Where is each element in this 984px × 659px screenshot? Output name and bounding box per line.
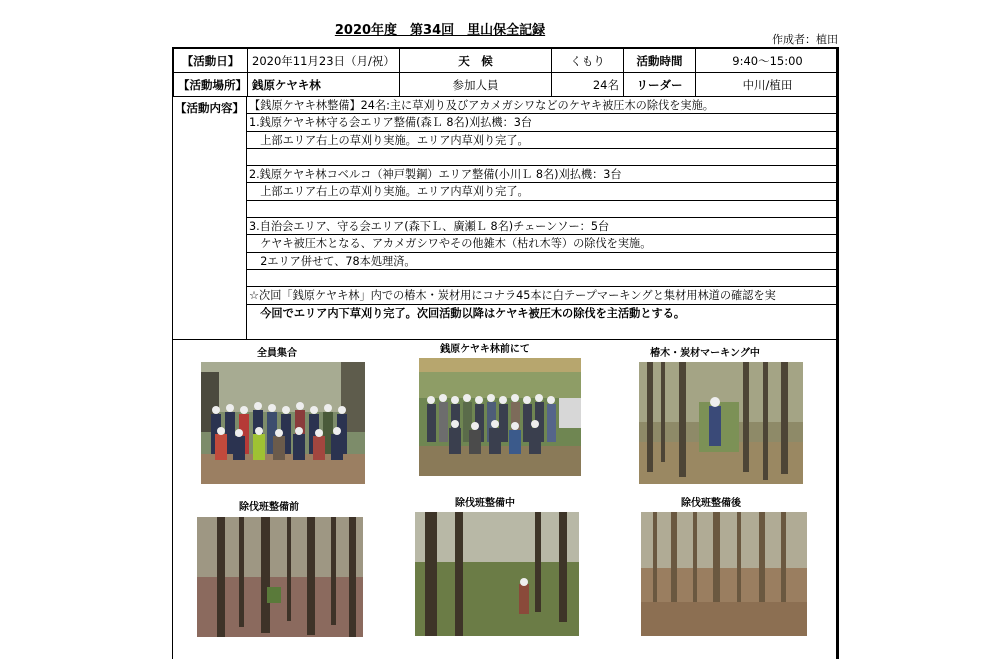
content-line: 今回でエリア内下草刈り完了。次回活動以降はケヤキ被圧木の除伐を主活動とする。 (249, 306, 686, 320)
photo-caption: 除伐班整備後 (681, 498, 741, 509)
weather-value: くもり (552, 49, 624, 73)
activity-place: 銭原ケヤキ林 (248, 73, 400, 97)
content-line: ケヤキ被圧木となる、アカメガシワやその他雑木（枯れ木等）の除伐を実施。 (247, 235, 836, 252)
header-row-2 (174, 73, 840, 97)
photo-caption: 全員集合 (257, 348, 297, 359)
activity-time: 9:40〜15:00 (696, 49, 840, 73)
header-table (173, 48, 839, 97)
header-row-1 (174, 49, 840, 73)
content-line (247, 149, 836, 166)
forest-photo-icon (197, 517, 363, 637)
record-sheet (172, 47, 839, 659)
label-activity-content: 【活動内容】 (173, 97, 247, 339)
content-line: 3.自治会エリア、守る会エリア(森下Ｌ、廣瀬Ｌ 8名)チェーンソー：5台 (247, 218, 836, 235)
content-line: 上部エリア右上の草刈り実施。エリア内草刈り完了。 (247, 183, 836, 200)
label-activity-place: 【活動場所】 (174, 73, 248, 97)
content-line (247, 270, 836, 287)
leader-names: 中川/植田 (696, 73, 840, 97)
content-line (247, 201, 836, 218)
page-title: 2020年度 第34回 里山保全記録 (334, 23, 546, 38)
label-participants: 参加人員 (400, 73, 552, 97)
photo-caption: 除伐班整備前 (239, 502, 299, 513)
activity-lines (247, 97, 836, 322)
group-photo-icon (201, 362, 365, 484)
label-activity-date: 【活動日】 (174, 49, 248, 73)
photo-caption: 除伐班整備中 (455, 498, 515, 509)
content-line: 上部エリア右上の草刈り実施。エリア内草刈り完了。 (247, 132, 836, 149)
content-line: 2エリア併せて、78本処理済。 (247, 253, 836, 270)
author-label: 作成者：植田 (772, 33, 838, 46)
forest-photo-icon (415, 512, 579, 636)
photo-caption: 銭原ケヤキ林前にて (440, 344, 530, 355)
content-line: 2.銭原ケヤキ林コベルコ（神戸製鋼）エリア整備(小川Ｌ 8名)刈払機：3台 (247, 166, 836, 183)
forest-photo-icon (641, 512, 807, 636)
label-leader: リーダー (624, 73, 696, 97)
content-line: ☆次回「銭原ケヤキ林」内での椿木・炭材用にコナラ45本に白テープマーキングと集材用林道の確認を実 (247, 287, 836, 304)
content-line: 1.銭原ケヤキ林守る会エリア整備(森Ｌ 8名)刈払機：3台 (247, 114, 836, 131)
participants-count: 24名 (552, 73, 624, 97)
forest-photo-icon (639, 362, 803, 484)
group-photo-icon (419, 358, 581, 476)
label-activity-time: 活動時間 (624, 49, 696, 73)
photo-caption: 椿木・炭材マーキング中 (650, 348, 760, 359)
content-line: 【銭原ケヤキ林整備】24名:主に草刈り及びアカメガシワなどのケヤキ被圧木の除伐を実施。 (247, 97, 836, 114)
activity-date: 2020年11月23日（月/祝） (248, 49, 400, 73)
label-weather: 天 候 (400, 49, 552, 73)
activity-content (173, 97, 839, 340)
